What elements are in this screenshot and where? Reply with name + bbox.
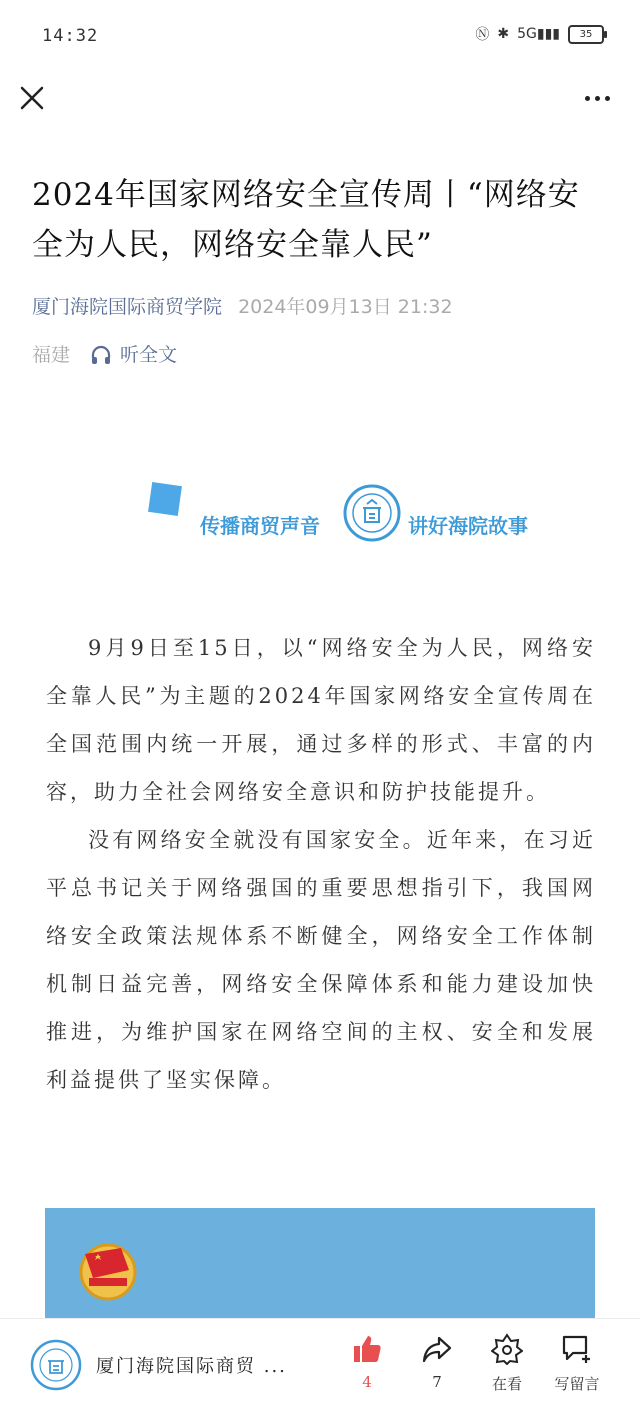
bottom-bar [0,1318,640,1413]
publish-date: 2024年09月13日 21:32 [238,296,453,318]
article-banner [150,484,550,554]
banner-right-text: 讲好海院故事 [408,514,528,538]
nfc-icon: Ⓝ [475,27,490,43]
bluetooth-icon: ✱ [497,26,510,42]
article-meta-2 [32,340,177,370]
wow-label: 在看 [491,1375,522,1393]
share-button[interactable] [407,1333,467,1391]
signal-icon: 5G▮▮▮ [517,26,560,42]
author-link[interactable]: 厦门海院国际商贸学院 [32,296,223,318]
banner-left-text: 传播商贸声音 [200,514,320,538]
listen-label: 听全文 [120,344,178,366]
comment-label: 写留言 [554,1375,600,1393]
article-image[interactable] [45,1208,595,1318]
more-icon[interactable] [585,96,610,101]
status-bar [0,0,640,70]
comment-button[interactable] [547,1333,607,1394]
share-icon [421,1333,453,1365]
comment-icon [561,1333,593,1365]
paragraph: 9月9日至15日，以“网络安全为人民，网络安全靠人民”为主题的2024年国家网络安全宣传周在全国范围内统一开展，通过多样的形式、丰富的内容，助力全社会网络安全意识和防护技能提升。 [46,636,596,804]
wow-icon [491,1333,523,1365]
article-title: 2024年国家网络安全宣传周丨“网络安全为人民，网络安全靠人民” [32,177,580,263]
top-nav [0,72,640,136]
share-count: 7 [432,1373,442,1391]
account-name[interactable]: 厦门海院国际商贸 ... [96,1356,287,1377]
headphone-icon [90,344,112,366]
youth-league-badge-icon [73,1234,143,1304]
article-meta [32,292,453,322]
like-button[interactable] [337,1333,397,1391]
decor-square [148,482,182,516]
article-body [46,624,596,1104]
paragraph: 没有网络安全就没有国家安全。近年来，在习近平总书记关于网络强国的重要思想指引下，我国网络安全政策法规体系不断健全，网络安全工作体制机制日益完善，网络安全保障体系和能力建设加快推进，为维护国家在网络空间的主权、安全和发展利益提供了坚实保障。 [46,828,596,1092]
account-avatar[interactable] [30,1339,82,1391]
status-time: 14:32 [42,26,99,46]
like-count: 4 [362,1373,372,1391]
thumbs-up-icon [351,1333,383,1365]
battery-icon: 35 [568,25,604,44]
system-icons [475,24,604,44]
school-emblem-icon [343,484,401,542]
wow-button[interactable] [477,1333,537,1394]
region-label: 福建 [32,344,71,366]
listen-button[interactable] [90,340,177,370]
close-icon[interactable] [18,84,46,112]
